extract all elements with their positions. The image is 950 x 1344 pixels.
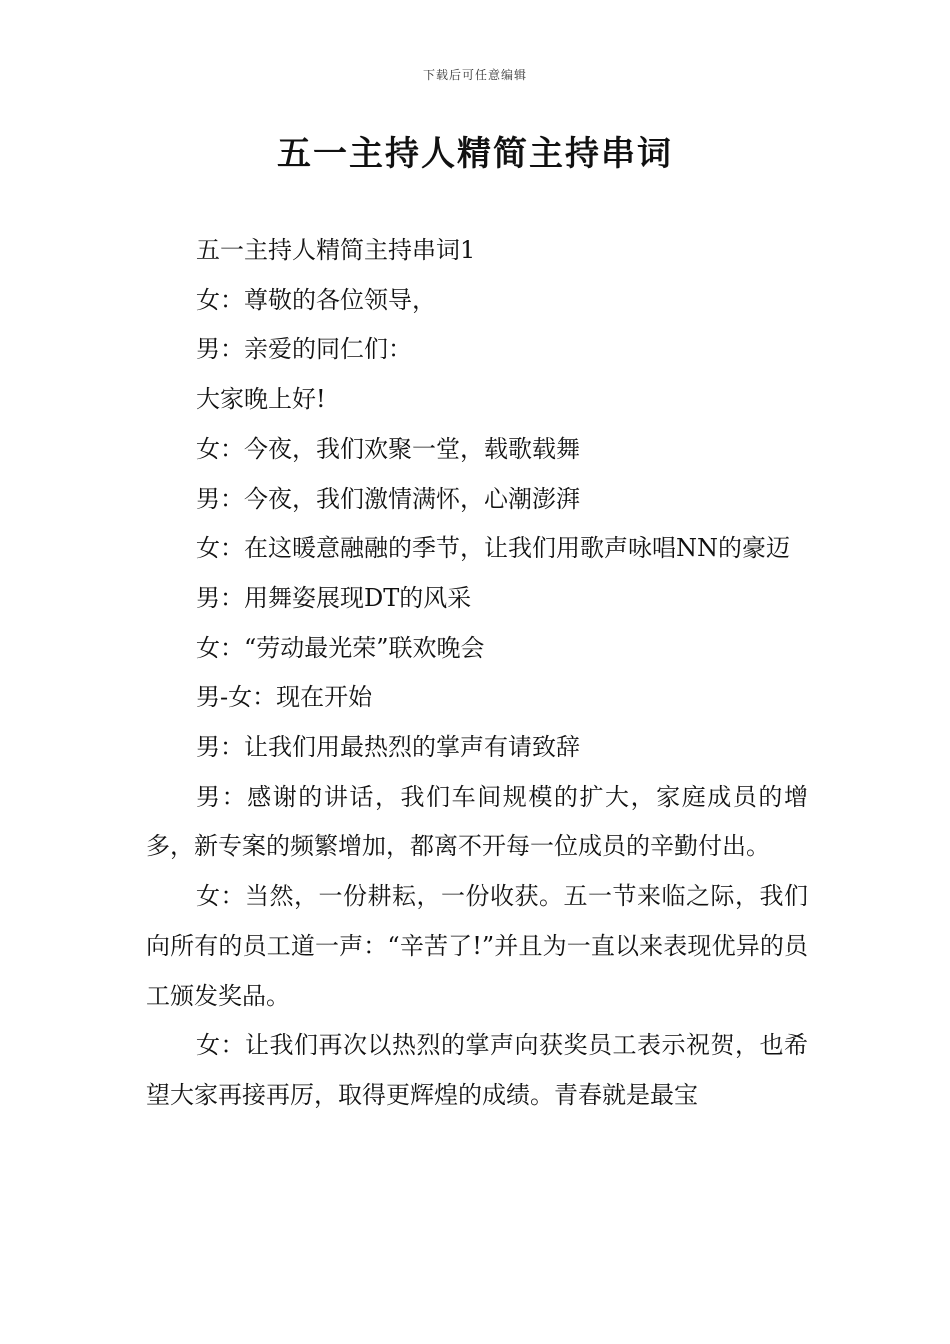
paragraph: 女：尊敬的各位领导， <box>196 285 436 314</box>
paragraph: 女：今夜，我们欢聚一堂，载歌载舞 <box>196 434 580 463</box>
paragraph-section-heading: 五一主持人精简主持串词1 <box>196 236 476 264</box>
paragraph: 男：今夜，我们激情满怀，心潮澎湃 <box>196 484 580 513</box>
header-note: 下载后可任意编辑 <box>422 68 527 82</box>
paragraph: 女：“劳动最光荣”联欢晚会 <box>196 633 485 662</box>
document-title: 五一主持人精简主持串词 <box>277 134 673 174</box>
paragraph: 大家晚上好! <box>196 385 326 414</box>
paragraph: 男：感谢的讲话，我们车间规模的扩大，家庭成员的增多，新专案的频繁增加，都离不开每一位成员的辛勤付出。 <box>146 782 808 861</box>
document-body <box>146 226 808 1121</box>
paragraph: 男-女：现在开始 <box>196 683 373 712</box>
paragraph: 女：当然，一份耕耘，一份收获。五一节来临之际，我们向所有的员工道一声：“辛苦了!”并且为一直以来表现优异的员工颁发奖品。 <box>146 882 808 1010</box>
paragraph: 女：在这暖意融融的季节，让我们用歌声咏唱NN的豪迈 <box>196 534 790 563</box>
paragraph: 男：用舞姿展现DT的风采 <box>196 583 472 612</box>
paragraph: 男：亲爱的同仁们： <box>196 335 412 364</box>
paragraph: 女：让我们再次以热烈的掌声向获奖员工表示祝贺，也希望大家再接再厉，取得更辉煌的成绩。青春就是最宝 <box>146 1031 808 1109</box>
paragraph: 男：让我们用最热烈的掌声有请致辞 <box>196 733 580 762</box>
